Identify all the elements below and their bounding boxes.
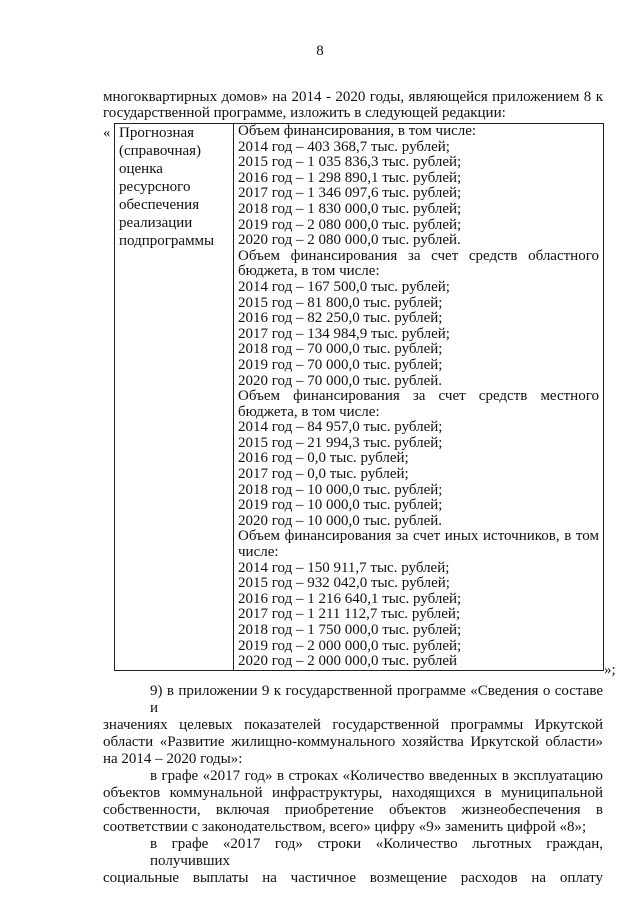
total-funding-block — [238, 124, 599, 249]
label-line: ресурсного — [119, 179, 191, 195]
year-line: 2018 год – 1 750 000,0 тыс. рублей; — [238, 622, 462, 638]
local-funding-block — [238, 389, 599, 529]
paragraph-line: объектов коммунальной инфраструктуры, находящихся в муниципальной — [103, 785, 603, 801]
year-line: 2015 год – 1 035 836,3 тыс. рублей; — [238, 154, 462, 171]
year-line: 2014 год – 150 911,7 тыс. рублей; — [238, 559, 450, 576]
year-line: 2018 год – 1 830 000,0 тыс. рублей; — [238, 200, 462, 217]
year-line: 2019 год – 2 080 000,0 тыс. рублей; — [238, 216, 462, 233]
year-line: 2019 год – 10 000,0 тыс. рублей; — [238, 497, 443, 514]
year-line: 2018 год – 70 000,0 тыс. рублей; — [238, 341, 443, 358]
year-line: 2015 год – 21 994,3 тыс. рублей; — [238, 434, 443, 451]
paragraph-line: социальные выплаты на частичное возмещение расходов на оплату — [103, 870, 603, 886]
label-line: обеспечения — [119, 197, 200, 213]
label-line: (справочная) — [119, 143, 202, 159]
year-line: 2014 год – 84 957,0 тыс. рублей; — [238, 419, 443, 436]
paragraph-line: собственности, включая приобретение объектов жизнеобеспечения в — [103, 802, 603, 818]
other-funding-block — [238, 529, 599, 669]
year-line: 2014 год – 167 500,0 тыс. рублей; — [238, 278, 450, 295]
year-line: 2020 год – 2 080 000,0 тыс. рублей. — [238, 232, 461, 249]
block-heading: Объем финансирования за счет иных источников, в том — [238, 528, 599, 545]
amendment-text — [103, 683, 603, 887]
paragraph-line: области «Развитие жилищно-коммунального хозяйства Иркутской области» — [103, 734, 603, 750]
label-line: подпрограммы — [119, 233, 215, 249]
funding-table — [114, 123, 604, 671]
year-line: 2014 год – 403 368,7 тыс. рублей; — [238, 138, 450, 155]
paragraph-a — [103, 768, 603, 836]
table-row — [115, 124, 604, 671]
block-heading: Объем финансирования за счет средств местного — [238, 388, 599, 405]
year-line: 2020 год – 70 000,0 тыс. рублей. — [238, 372, 443, 389]
paragraph-line: в графе «2017 год» строки «Количество льготных граждан, получивших — [150, 836, 603, 869]
paragraph-line: в графе «2017 год» в строках «Количество введенных в эксплуатацию — [150, 768, 603, 784]
paragraph-line: на 2014 – 2020 годы»: — [103, 751, 243, 767]
paragraph-b — [103, 836, 603, 887]
year-line: 2017 год – 134 984,9 тыс. рублей; — [238, 325, 450, 342]
opening-quote-mark: « — [103, 125, 111, 141]
year-line: 2017 год – 1 346 097,6 тыс. рублей; — [238, 185, 462, 202]
year-line: 2019 год – 70 000,0 тыс. рублей; — [238, 356, 443, 373]
year-line: 2019 год – 2 000 000,0 тыс. рублей; — [238, 637, 462, 654]
block-heading: бюджета, в том числе: — [238, 263, 380, 280]
page-number: 8 — [316, 43, 324, 59]
funding-content-cell — [234, 124, 604, 671]
year-line: 2020 год – 2 000 000,0 тыс. рублей — [238, 653, 458, 670]
year-line: 2018 год – 10 000,0 тыс. рублей; — [238, 481, 443, 498]
paragraph-line: соответствии с законодательством, всего» цифру «9» заменить цифрой «8»; — [103, 819, 587, 835]
closing-quote-mark: »; — [604, 662, 616, 678]
paragraph-line: значениях целевых показателей государственной программы Иркутской — [103, 717, 603, 733]
intro-line: государственной программе, изложить в следующей редакции: — [103, 105, 506, 121]
block-heading: бюджета, в том числе: — [238, 403, 380, 420]
regional-funding-block — [238, 249, 599, 389]
row-label-cell — [115, 124, 234, 671]
year-line: 2016 год – 0,0 тыс. рублей; — [238, 450, 409, 467]
label-line: реализации — [119, 215, 193, 231]
year-line: 2016 год – 1 216 640,1 тыс. рублей; — [238, 590, 462, 607]
intro-line: многоквартирных домов» на 2014 - 2020 годы, являющейся приложением 8 к — [103, 89, 603, 105]
label-line: оценка — [119, 161, 163, 177]
year-line: 2016 год – 1 298 890,1 тыс. рублей; — [238, 169, 462, 186]
year-line: 2017 год – 0,0 тыс. рублей; — [238, 466, 409, 483]
year-line: 2015 год – 932 042,0 тыс. рублей; — [238, 575, 450, 592]
intro-paragraph — [103, 89, 603, 121]
year-line: 2020 год – 10 000,0 тыс. рублей. — [238, 512, 443, 529]
block-heading: Объем финансирования за счет средств областного — [238, 247, 599, 264]
block-heading: Объем финансирования, в том числе: — [238, 123, 477, 139]
year-line: 2016 год – 82 250,0 тыс. рублей; — [238, 310, 443, 327]
paragraph-9 — [103, 683, 603, 768]
year-line: 2017 год – 1 211 112,7 тыс. рублей; — [238, 606, 461, 623]
year-line: 2015 год – 81 800,0 тыс. рублей; — [238, 294, 443, 311]
label-line: Прогнозная — [119, 125, 195, 141]
paragraph-line: 9) в приложении 9 к государственной программе «Сведения о составе и — [150, 683, 603, 716]
block-heading: числе: — [238, 544, 279, 561]
